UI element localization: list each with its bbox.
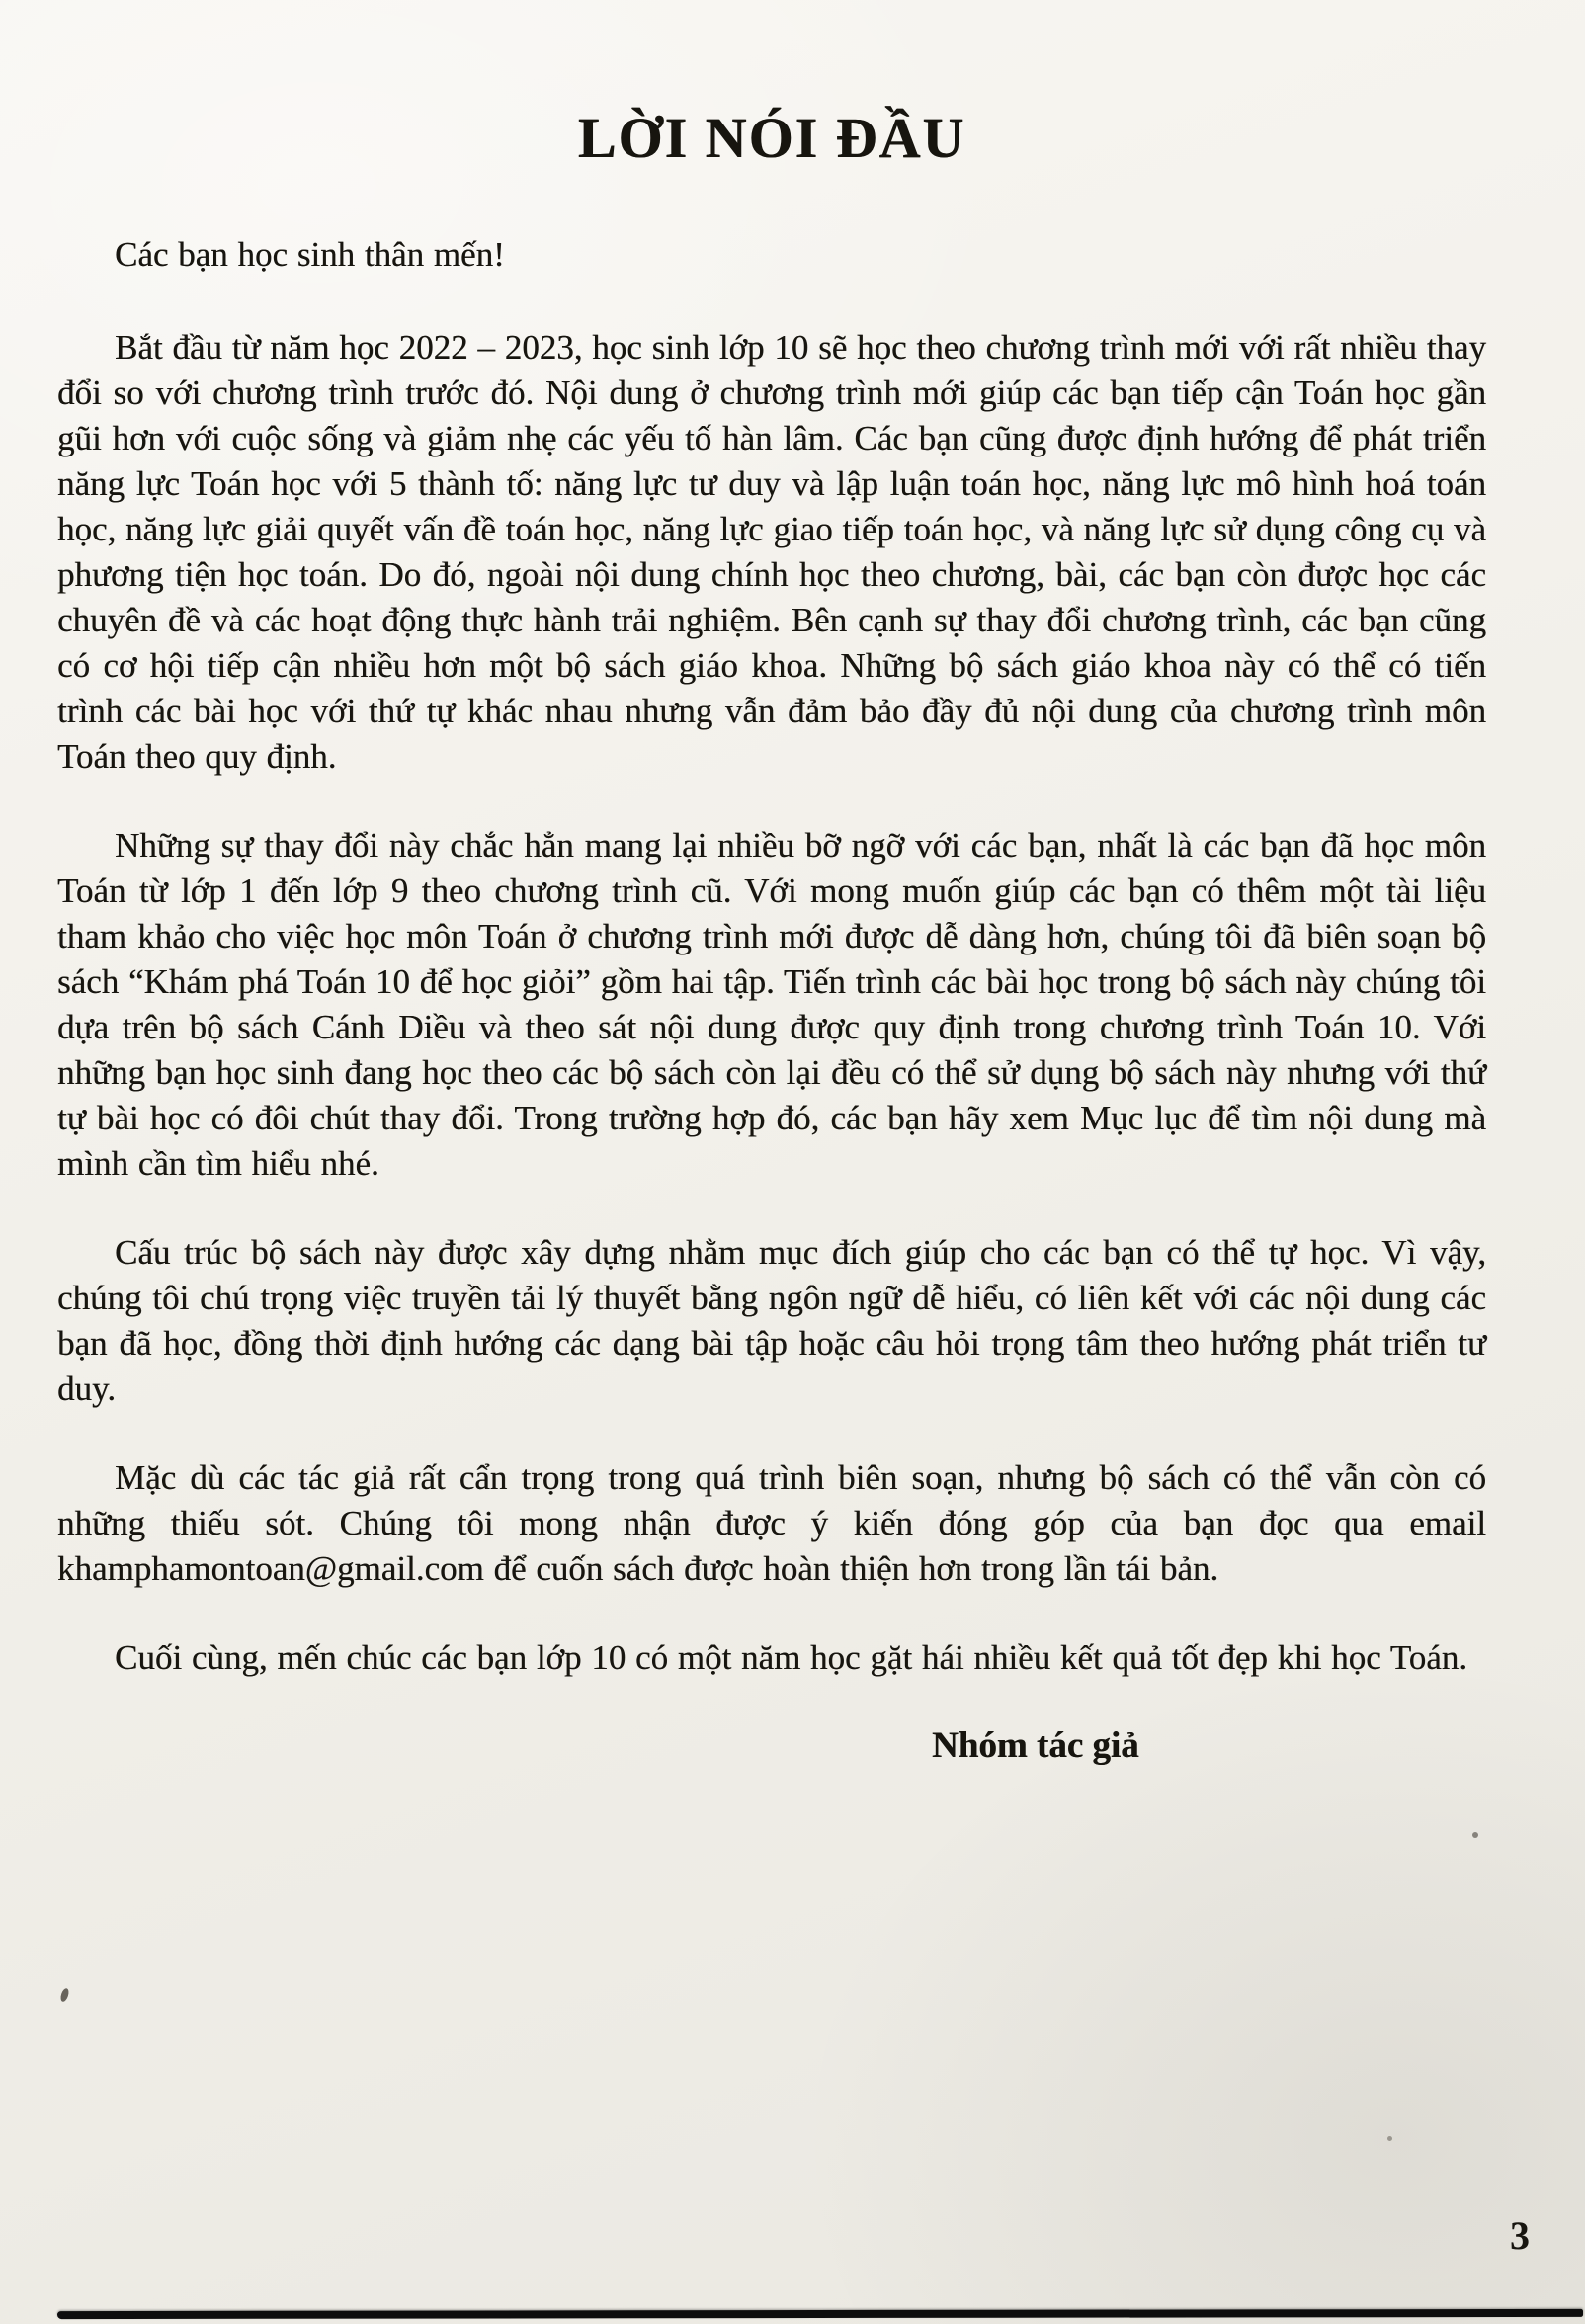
body-paragraph: Mặc dù các tác giả rất cẩn trọng trong quá trình biên soạn, nhưng bộ sách có thể vẫn còn có những thiếu sót. Chúng tôi mong nhận được ý kiến đóng góp của bạn đọc qua email khamphamontoan@gmail.com để cuốn sách được hoàn thiện hơn trong lần tái bản.: [57, 1458, 1486, 1588]
body-paragraph: Bắt đầu từ năm học 2022 – 2023, học sinh lớp 10 sẽ học theo chương trình mới với rất nhiều thay đổi so với chương trình trước đó. Nội dung ở chương trình mới giúp các bạn tiếp cận Toán học gần gũi hơn với cuộc sống và giảm nhẹ các yếu tố hàn lâm. Các bạn cũng được định hướng để phát triển năng lực Toán học với 5 thành tố: năng lực tư duy và lập luận toán học, năng lực mô hình hoá toán học, năng lực giải quyết vấn đề toán học, năng lực giao tiếp toán học, và năng lực sử dụng công cụ và phương tiện học toán. Do đó, ngoài nội dung chính học theo chương, bài, các bạn còn được học các chuyên đề và các hoạt động thực hành trải nghiệm. Bên cạnh sự thay đổi chương trình, các bạn cũng có cơ hội tiếp cận nhiều hơn một bộ sách giáo khoa. Những bộ sách giáo khoa này có thể có tiến trình các bài học với thứ tự khác nhau nhưng vẫn đảm bảo đầy đủ nội dung của chương trình môn Toán theo quy định.: [57, 328, 1486, 776]
scan-speck: [1387, 2136, 1392, 2141]
scan-edge-artifact: [57, 2309, 1583, 2319]
author-signature: Nhóm tác giả: [932, 1725, 1139, 1766]
body-paragraph: Những sự thay đổi này chắc hẳn mang lại nhiều bỡ ngỡ với các bạn, nhất là các bạn đã học môn Toán từ lớp 1 đến lớp 9 theo chương trình cũ. Với mong muốn giúp các bạn có thêm một tài liệu tham khảo cho việc học môn Toán ở chương trình mới được dễ dàng hơn, chúng tôi đã biên soạn bộ sách “Khám phá Toán 10 để học giỏi” gồm hai tập. Tiến trình các bài học trong bộ sách này chúng tôi dựa trên bộ sách Cánh Diều và theo sát nội dung được quy định trong chương trình Toán 10. Với những bạn học sinh đang học theo các bộ sách còn lại đều có thể sử dụng bộ sách này nhưng với thứ tự bài học có đôi chút thay đổi. Trong trường hợp đó, các bạn hãy xem Mục lục để tìm nội dung mà mình cần tìm hiểu nhé.: [57, 826, 1486, 1183]
body-paragraph: Cấu trúc bộ sách này được xây dựng nhằm mục đích giúp cho các bạn có thể tự học. Vì vậy, chúng tôi chú trọng việc truyền tải lý thuyết bằng ngôn ngữ dễ hiểu, có liên kết với các nội dung các bạn đã học, đồng thời định hướng các dạng bài tập hoặc câu hỏi trọng tâm theo hướng phát triển tư duy.: [57, 1233, 1486, 1408]
page-number: 3: [1510, 2213, 1530, 2258]
scan-speck: [59, 1987, 70, 2002]
scan-speck: [1472, 1832, 1478, 1838]
body-paragraph: Cuối cùng, mến chúc các bạn lớp 10 có một năm học gặt hái nhiều kết quả tốt đẹp khi học Toán.: [115, 1638, 1467, 1677]
page-title: LỜI NÓI ĐẦU: [577, 106, 966, 170]
salutation-line: Các bạn học sinh thân mến!: [115, 235, 505, 274]
